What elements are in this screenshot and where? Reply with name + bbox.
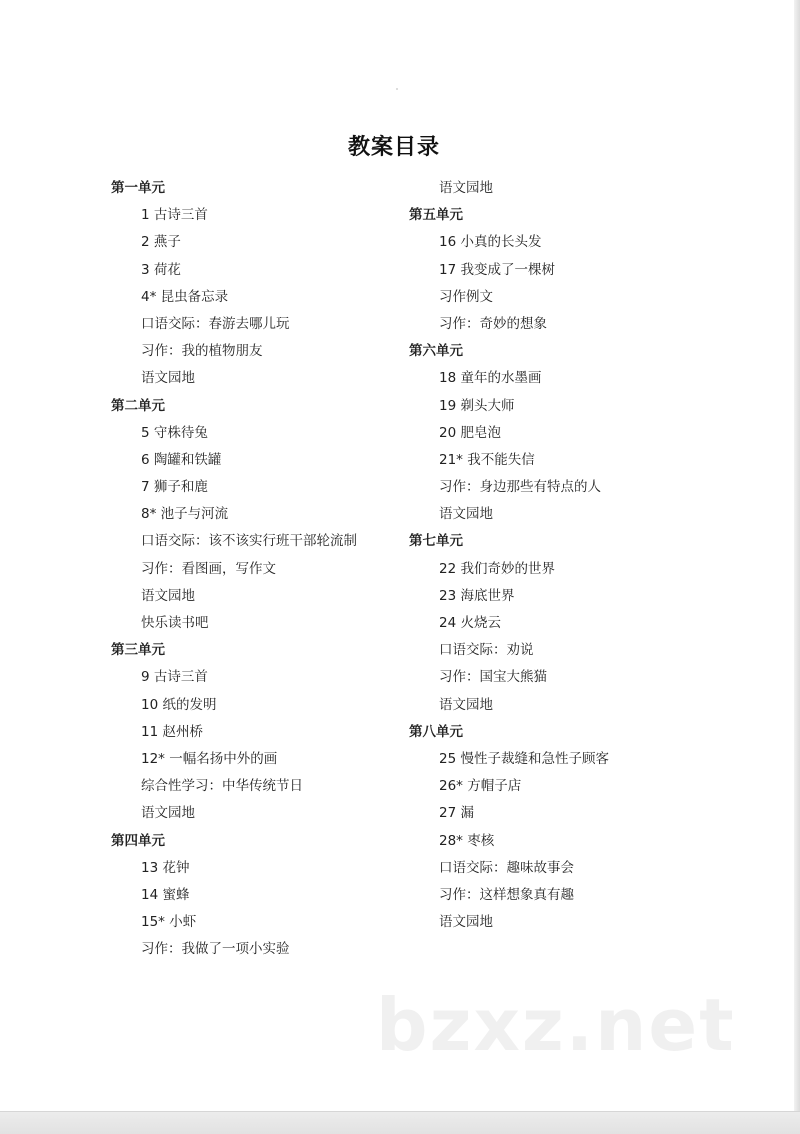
toc-entry: 习作例文	[439, 288, 493, 305]
toc-entry: 语文园地	[141, 587, 195, 604]
toc-entry: 3 荷花	[141, 261, 181, 278]
toc-entry: 口语交际：劝说	[439, 642, 534, 659]
toc-entry: 22 我们奇妙的世界	[439, 560, 555, 577]
toc-unit-heading: 第八单元	[409, 723, 463, 740]
toc-entry: 14 蜜蜂	[141, 886, 190, 903]
toc-entry: 5 守株待兔	[141, 424, 208, 441]
toc-entry: 21* 我不能失信	[439, 451, 535, 468]
toc-unit-heading: 第一单元	[111, 180, 165, 196]
toc-entry: 28* 枣核	[439, 832, 495, 849]
toc-unit-heading: 第六单元	[409, 343, 463, 360]
toc-right-column	[409, 175, 609, 936]
toc-entry: 18 童年的水墨画	[439, 370, 542, 387]
toc-entry: 语文园地	[141, 805, 195, 822]
toc-entry: 快乐读书吧	[141, 615, 209, 631]
toc-entry: 25 慢性子裁缝和急性子顾客	[439, 750, 609, 767]
toc-entry: 11 赵州桥	[141, 723, 203, 740]
toc-entry: 习作：我做了一项小实验	[141, 941, 290, 958]
toc-entry: 4* 昆虫备忘录	[141, 288, 229, 305]
toc-entry: 20 肥皂泡	[439, 424, 501, 441]
toc-entry: 15* 小虾	[141, 914, 197, 931]
toc-unit-heading: 第二单元	[111, 397, 165, 414]
toc-entry: 语文园地	[141, 370, 195, 387]
toc-entry: 24 火烧云	[439, 615, 501, 631]
toc-entry: 23 海底世界	[439, 587, 515, 604]
toc-entry: 10 纸的发明	[141, 696, 217, 713]
toc-entry: 口语交际：春游去哪儿玩	[141, 315, 290, 332]
toc-entry: 6 陶罐和铁罐	[141, 451, 222, 468]
toc-entry: 习作：身边那些有特点的人	[439, 479, 601, 496]
toc-entry: 7 狮子和鹿	[141, 479, 208, 496]
page-edge-right	[794, 0, 800, 1134]
toc-entry: 口语交际：该不该实行班干部轮流制	[141, 533, 357, 550]
toc-entry: 语文园地	[439, 506, 493, 523]
toc-unit-heading: 第三单元	[111, 642, 165, 659]
page-title: 教案目录	[347, 134, 440, 160]
toc-entry: 语文园地	[439, 180, 493, 196]
toc-unit-heading: 第七单元	[409, 533, 463, 550]
toc-entry: 27 漏	[439, 805, 474, 822]
toc-left-column	[111, 175, 357, 963]
toc-entry: 19 剃头大师	[439, 397, 515, 414]
toc-entry: 语文园地	[439, 914, 493, 931]
scan-speck	[396, 88, 398, 90]
toc-entry: 13 花钟	[141, 859, 190, 876]
toc-entry: 习作：这样想象真有趣	[439, 886, 574, 903]
toc-entry: 12* 一幅名扬中外的画	[141, 750, 278, 767]
toc-entry: 习作：奇妙的想象	[439, 315, 547, 332]
toc-entry: 语文园地	[439, 696, 493, 713]
toc-entry: 2 燕子	[141, 234, 181, 251]
toc-entry: 26* 方帽子店	[439, 778, 522, 795]
toc-entry: 16 小真的长头发	[439, 234, 542, 251]
page-edge-bottom	[0, 1111, 800, 1134]
toc-entry: 习作：看图画，写作文	[141, 560, 276, 577]
watermark: bzxz.net	[376, 983, 736, 1067]
toc-unit-heading: 第五单元	[409, 207, 463, 224]
toc-entry: 8* 池子与河流	[141, 506, 229, 523]
toc-entry: 口语交际：趣味故事会	[439, 859, 574, 876]
toc-entry: 17 我变成了一棵树	[439, 261, 555, 278]
toc-entry: 1 古诗三首	[141, 207, 208, 224]
toc-entry: 综合性学习：中华传统节日	[141, 778, 303, 795]
toc-entry: 9 古诗三首	[141, 669, 208, 686]
toc-unit-heading: 第四单元	[111, 832, 165, 849]
toc-entry: 习作：我的植物朋友	[141, 343, 263, 360]
toc-entry: 习作：国宝大熊猫	[439, 669, 547, 686]
